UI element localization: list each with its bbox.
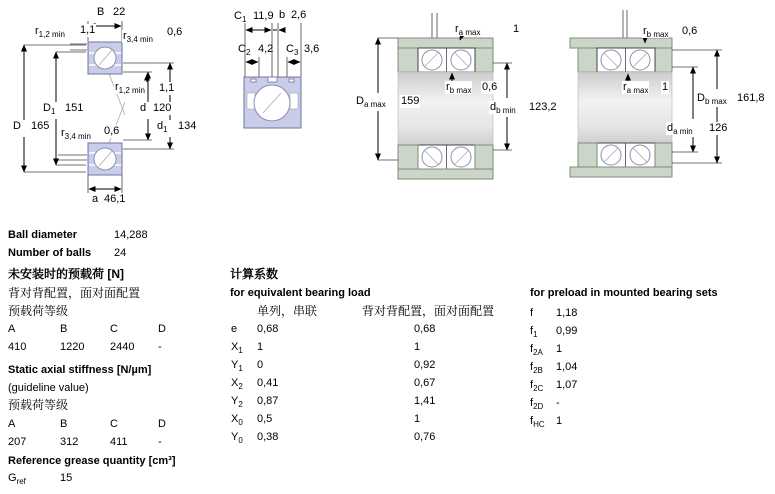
preload-factor-value: 1	[556, 415, 563, 427]
preload-factor-label: $f_1$	[530, 325, 538, 339]
stiffness-value-D: -	[158, 436, 162, 448]
ball-icon	[451, 50, 471, 70]
housing-block	[578, 48, 597, 72]
housing-block	[398, 48, 418, 72]
number-of-balls-value: 24	[114, 247, 127, 259]
stiffness-header-A: A	[8, 418, 16, 430]
stiffness-header-C: C	[110, 418, 118, 430]
preload-factor-label: $f_{2C}$	[530, 379, 544, 393]
preload-value-A: 410	[8, 341, 27, 353]
dim-rb-label: $r_{b max}$	[643, 25, 669, 39]
preload-mounted-subtitle: for preload in mounted bearing sets	[530, 287, 718, 299]
dim-rb-label: $r_{b max}$	[446, 81, 472, 95]
bearing-section-bottom	[88, 143, 122, 175]
preload-factor-value: 1,04	[556, 361, 578, 373]
ball-icon	[422, 147, 442, 167]
preload-section-subtitle: 背对背配置，面对面配置	[8, 286, 141, 300]
dim-r34-left-value: 0,6	[104, 125, 120, 137]
preload-factor-label: f	[530, 307, 534, 319]
preload-value-C: 2440	[110, 341, 135, 353]
number-of-balls-label: Number of balls	[8, 247, 92, 259]
factor-row-label: $X_0$	[231, 413, 243, 427]
bearing-pair-bottom	[418, 145, 475, 169]
housing-strip	[570, 38, 672, 48]
stiffness-header-B: B	[60, 418, 68, 430]
factor-row-value2: 1	[414, 341, 421, 353]
dim-Db-value: 161,8	[737, 92, 765, 104]
dim-C2-value: 4,2	[258, 43, 274, 55]
factor-row-label: $X_2$	[231, 377, 243, 391]
ball-diameter-label: Ball diameter	[8, 229, 78, 241]
factor-row-label: $Y_0$	[231, 431, 243, 445]
preload-factor-label: $f_{2B}$	[530, 361, 543, 375]
stiffness-value-C: 411	[110, 436, 128, 448]
dim-rb-value: 0,6	[482, 81, 498, 93]
dim-b-label: b	[279, 9, 286, 21]
dim-d-value: 120	[153, 102, 172, 114]
dim-ra-label: $r_{a max}$	[455, 23, 481, 37]
equivalent-load-col1-header: 单列，串联	[257, 304, 318, 318]
preload-header-D: D	[158, 323, 166, 335]
factor-row-label: $X_1$	[231, 341, 243, 355]
preload-factor-value: 1,07	[556, 379, 578, 391]
factor-row-value1: 0,41	[257, 377, 279, 389]
dim-D-value: 165	[31, 120, 50, 132]
equivalent-load-subtitle: for equivalent bearing load	[230, 287, 371, 299]
factor-row-label: $Y_2$	[231, 395, 243, 409]
dim-da-label: $d_{a min}$	[667, 122, 693, 136]
stiffness-section-title: Static axial stiffness [N/µm]	[8, 364, 152, 376]
ball-icon	[422, 50, 442, 70]
preload-factor-value: 1,18	[556, 307, 578, 319]
dim-B-label: B	[97, 6, 105, 18]
factor-row-label: e	[231, 323, 238, 335]
dim-r34-left-label: $r_{3,4 min}$	[61, 127, 91, 141]
preload-value-D: -	[158, 341, 162, 353]
bearing-pair-bottom	[597, 143, 655, 167]
preload-section-title: 未安装时的预载荷 [N]	[8, 267, 124, 281]
factor-row-label: $Y_1$	[231, 359, 243, 373]
dim-C2-label: $C_2$	[238, 43, 251, 57]
bearing-pair-top	[418, 48, 475, 72]
preload-header-B: B	[60, 323, 68, 335]
dim-r34-top-label: $r_{3,4 min}$	[123, 30, 153, 44]
housing-strip	[398, 38, 493, 48]
factor-row-value1: 0,68	[257, 323, 279, 335]
preload-factor-value: 1	[556, 343, 563, 355]
factor-row-value2: 0,67	[414, 377, 436, 389]
stiffness-class-label: 预载荷等级	[8, 398, 69, 412]
dim-db-value: 123,2	[529, 101, 557, 113]
preload-class-label: 预载荷等级	[8, 304, 69, 318]
dim-b-value: 2,6	[291, 9, 307, 21]
factors-title: 计算系数	[230, 267, 279, 281]
stiffness-value-A: 207	[8, 436, 27, 448]
dim-db-label: $d_{b min}$	[490, 101, 516, 115]
dim-rb-value: 0,6	[682, 25, 698, 37]
dim-r12-right-label: $r_{1,2 min}$	[115, 81, 145, 95]
bearing-block	[244, 77, 301, 128]
ball-diameter-value: 14,288	[114, 229, 148, 241]
factor-row-value2: 0,76	[414, 431, 436, 443]
dim-d1-value: 134	[178, 120, 197, 132]
dim-a-value: 46,1	[104, 193, 126, 205]
preload-factor-label: $f_{2D}$	[530, 397, 544, 411]
factor-row-value1: 1	[257, 341, 264, 353]
dim-D1-label: $D_1$	[43, 102, 56, 116]
bearing-section-top	[88, 42, 122, 74]
dim-Db-label: $D_{b max}$	[697, 92, 727, 106]
dim-r34-top-value: 0,6	[167, 26, 183, 38]
dim-C3-label: $C_3$	[286, 43, 299, 57]
dim-d-label: d	[140, 102, 147, 114]
preload-factor-label: $f_{HC}$	[530, 415, 545, 429]
dim-Da-label: $D_{a max}$	[356, 95, 386, 109]
housing-block	[655, 48, 672, 72]
dim-B-value: 22	[113, 6, 126, 18]
dim-C3-value: 3,6	[304, 43, 320, 55]
ball-icon	[451, 147, 471, 167]
preload-value-B: 1220	[60, 341, 85, 353]
dim-r12-top-value: 1,1	[80, 24, 96, 36]
preload-factor-label: $f_{2A}$	[530, 343, 543, 357]
factor-row-value2: 1	[414, 413, 421, 425]
bearing-pair-top	[597, 48, 655, 72]
preload-header-C: C	[110, 323, 118, 335]
dim-C1-value: 11,9	[253, 10, 274, 22]
grease-ref-value: 15	[60, 472, 73, 484]
factor-row-value1: 0,87	[257, 395, 279, 407]
preload-header-A: A	[8, 323, 16, 335]
dim-D-label: D	[13, 120, 21, 132]
stiffness-guideline-note: (guideline value)	[8, 382, 89, 394]
dim-ra-value: 1	[662, 81, 669, 93]
equivalent-load-col2-header: 背对背配置，面对面配置	[362, 304, 495, 318]
factor-row-value2: 0,68	[414, 323, 436, 335]
factor-row-value1: 0	[257, 359, 264, 371]
dim-C1-label: $C_1$	[234, 10, 247, 24]
dim-a-label: a	[92, 193, 99, 205]
grease-ref-label: $G_{ref}$	[8, 472, 26, 486]
dim-d1-label: $d_1$	[157, 120, 168, 134]
stiffness-header-D: D	[158, 418, 166, 430]
factor-row-value2: 1,41	[414, 395, 436, 407]
dim-ra-label: $r_{a max}$	[623, 81, 649, 95]
grease-section-title: Reference grease quantity [cm³]	[8, 455, 176, 467]
factor-row-value2: 0,92	[414, 359, 436, 371]
preload-factor-value: 0,99	[556, 325, 578, 337]
factor-row-value1: 0,5	[257, 413, 273, 425]
housing-block	[475, 48, 493, 72]
dim-ra-value: 1	[513, 23, 520, 35]
stiffness-value-B: 312	[60, 436, 79, 448]
dim-Da-value: 159	[401, 95, 420, 107]
preload-factor-value: -	[556, 397, 560, 409]
dim-r12-right-value: 1,1	[159, 82, 175, 94]
dim-r12-top-label: $r_{1,2 min}$	[35, 25, 65, 39]
factor-row-value1: 0,38	[257, 431, 279, 443]
dim-da-value: 126	[709, 122, 728, 134]
dim-D1-value: 151	[65, 102, 84, 114]
